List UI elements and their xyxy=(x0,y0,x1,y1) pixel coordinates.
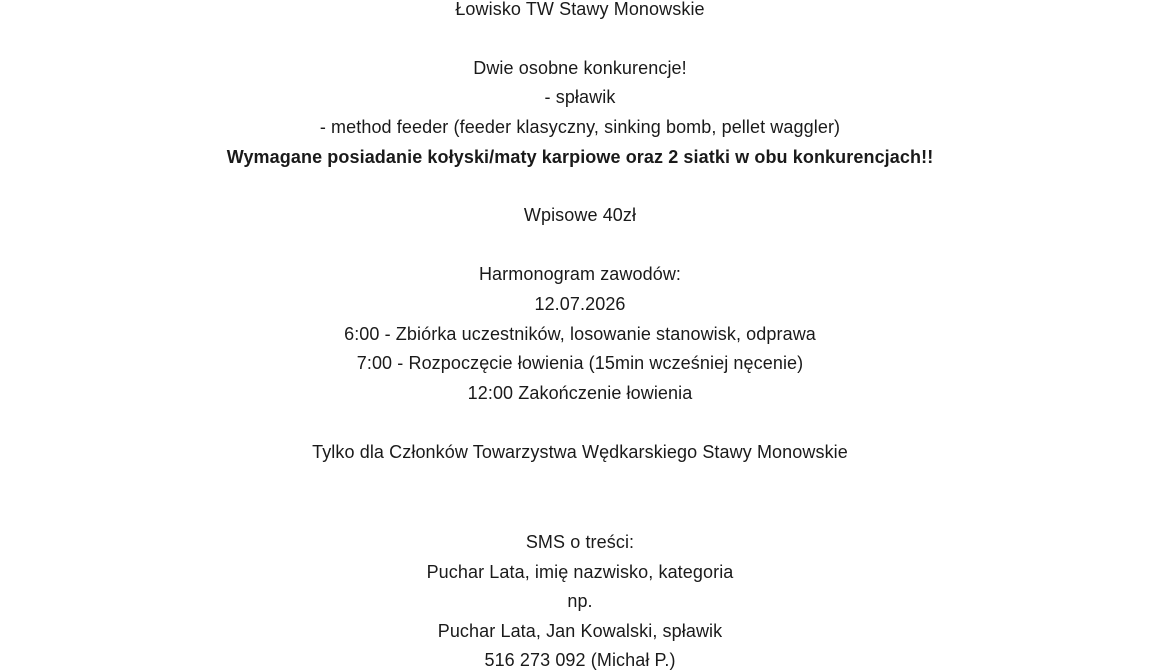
schedule-item: 7:00 - Rozpoczęcie łowienia (15min wcześniej nęcenie) xyxy=(356,353,804,373)
sms-example: Puchar Lata, Jan Kowalski, spławik xyxy=(437,621,723,641)
sms-heading: SMS o treści: xyxy=(525,532,635,552)
competition-method-feeder: - method feeder (feeder klasyczny, sinking bomb, pellet waggler) xyxy=(319,117,841,137)
members-only-notice: Tylko dla Członków Towarzystwa Wędkarskiego Stawy Monowskie xyxy=(312,442,848,462)
competitions-heading: Dwie osobne konkurencje! xyxy=(473,58,687,78)
sms-format: Puchar Lata, imię nazwisko, kategoria xyxy=(426,562,734,582)
schedule-date: 12.07.2026 xyxy=(534,294,626,314)
requirement-notice: Wymagane posiadanie kołyski/maty karpiowe oraz 2 siatki w obu konkurencjach!! xyxy=(226,147,934,167)
example-label: np. xyxy=(567,591,593,611)
schedule-item: 12:00 Zakończenie łowienia xyxy=(467,383,693,403)
contact-phone: 516 273 092 (Michał P.) xyxy=(484,650,676,670)
entry-fee: Wpisowe 40zł xyxy=(523,205,637,225)
schedule-heading: Harmonogram zawodów: xyxy=(478,264,682,284)
schedule-item: 6:00 - Zbiórka uczestników, losowanie stanowisk, odprawa xyxy=(344,324,816,344)
competition-float: - spławik xyxy=(544,87,616,107)
venue-line: Łowisko TW Stawy Monowskie xyxy=(455,0,705,19)
